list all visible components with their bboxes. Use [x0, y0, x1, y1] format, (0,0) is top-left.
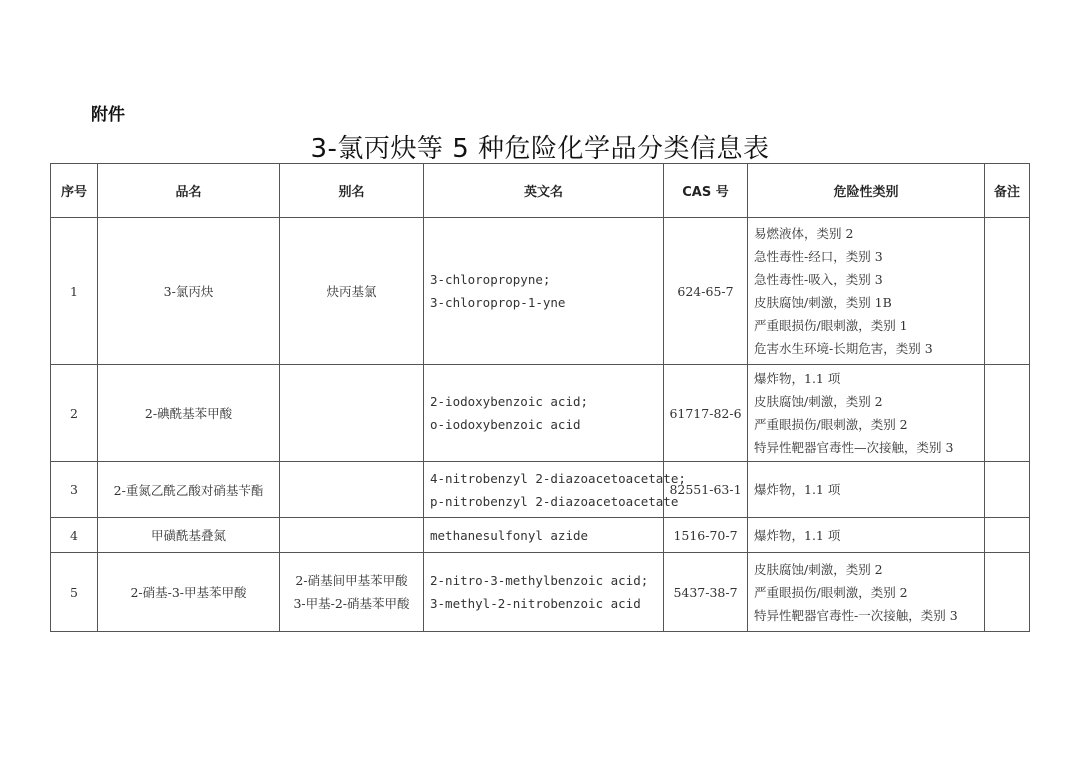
cell-cas: 82551-63-1	[664, 462, 748, 518]
cell-alias	[280, 518, 424, 553]
english-line: 3-chloroprop-1-yne	[430, 295, 566, 310]
english-line: 2-nitro-3-methylbenzoic acid;	[430, 573, 649, 588]
hazard-line: 皮肤腐蚀/刺激，类别 2	[754, 394, 883, 409]
cell-cas: 624-65-7	[664, 218, 748, 365]
attachment-label: 附件	[91, 105, 125, 125]
header-remark: 备注	[985, 164, 1030, 218]
cell-alias	[280, 365, 424, 462]
cell-alias	[280, 553, 424, 632]
cell-name: 3-氯丙炔	[98, 218, 280, 365]
cell-seq: 3	[51, 462, 98, 518]
hazard-line: 爆炸物，1.1 项	[754, 482, 841, 497]
cell-cas: 61717-82-6	[664, 365, 748, 462]
english-line: methanesulfonyl azide	[430, 527, 589, 543]
cell-english-name	[424, 553, 664, 632]
cell-english-name	[424, 462, 686, 518]
cell-name: 2-重氮乙酰乙酸对硝基苄酯	[98, 462, 280, 518]
alias-line: 炔丙基氯	[326, 284, 377, 299]
header-hazard-class: 危险性类别	[748, 164, 985, 218]
hazard-line: 皮肤腐蚀/刺激，类别 1B	[754, 295, 892, 310]
hazard-line: 急性毒性-经口，类别 3	[754, 249, 883, 264]
cell-hazard-class	[748, 462, 985, 518]
table-header-row	[51, 164, 1030, 218]
english-line: 4-nitrobenzyl 2-diazoacetoacetate;	[430, 470, 686, 486]
header-name: 品名	[98, 164, 280, 218]
english-line: 2-iodoxybenzoic acid;	[430, 394, 589, 409]
cell-english-name	[424, 218, 664, 365]
table-row	[51, 553, 1030, 632]
cell-remark	[985, 218, 1030, 365]
hazard-line: 特异性靶器官毒性—次接触，类别 3	[754, 440, 954, 455]
english-line: 3-chloropropyne;	[430, 272, 551, 287]
cell-cas: 1516-70-7	[664, 518, 748, 553]
header-english-name: 英文名	[424, 164, 664, 218]
english-line: 3-methyl-2-nitrobenzoic acid	[430, 596, 641, 611]
cell-remark	[985, 365, 1030, 462]
table-row	[51, 218, 1030, 365]
alias-line: 3-甲基-2-硝基苯甲酸	[293, 596, 410, 611]
hazard-line: 危害水生环境-长期危害，类别 3	[754, 341, 933, 356]
hazard-classification-table	[50, 163, 1030, 632]
hazard-line: 皮肤腐蚀/刺激，类别 2	[754, 561, 883, 577]
cell-alias	[280, 218, 424, 365]
cell-name: 2-碘酰基苯甲酸	[98, 365, 280, 462]
hazard-line: 特异性靶器官毒性-一次接触，类别 3	[754, 607, 958, 623]
cell-remark	[985, 553, 1030, 632]
cell-hazard-class	[748, 518, 985, 553]
header-cas: CAS 号	[664, 164, 748, 218]
cell-english-name	[424, 518, 664, 553]
cell-name: 甲磺酰基叠氮	[98, 518, 280, 553]
cell-hazard-class	[748, 553, 985, 632]
page-title: 3-氯丙炔等 5 种危险化学品分类信息表	[310, 134, 770, 164]
cell-seq: 1	[51, 218, 98, 365]
cell-remark	[985, 462, 1030, 518]
cell-cas: 5437-38-7	[664, 553, 748, 632]
hazard-line: 易燃液体，类别 2	[754, 226, 854, 241]
hazard-line: 爆炸物，1.1 项	[754, 371, 841, 386]
cell-alias	[280, 462, 424, 518]
cell-seq: 2	[51, 365, 98, 462]
hazard-line: 爆炸物，1.1 项	[754, 527, 841, 543]
cell-english-name	[424, 365, 664, 462]
table-row	[51, 365, 1030, 462]
hazard-line: 急性毒性-吸入，类别 3	[754, 272, 883, 287]
english-line: o-iodoxybenzoic acid	[430, 417, 581, 432]
hazard-line: 严重眼损伤/眼刺激，类别 2	[754, 417, 908, 432]
english-line: p-nitrobenzyl 2-diazoacetoacetate	[430, 493, 679, 509]
cell-hazard-class	[748, 218, 985, 365]
table-row	[51, 518, 1030, 553]
hazard-line: 严重眼损伤/眼刺激，类别 2	[754, 584, 908, 600]
cell-name: 2-硝基-3-甲基苯甲酸	[98, 553, 280, 632]
cell-seq: 5	[51, 553, 98, 632]
alias-line: 2-硝基间甲基苯甲酸	[295, 573, 408, 588]
header-seq: 序号	[51, 164, 98, 218]
hazard-line: 严重眼损伤/眼刺激，类别 1	[754, 318, 908, 333]
header-alias: 别名	[280, 164, 424, 218]
table-row	[51, 462, 1030, 518]
cell-remark	[985, 518, 1030, 553]
cell-hazard-class	[748, 365, 985, 462]
cell-seq: 4	[51, 518, 98, 553]
